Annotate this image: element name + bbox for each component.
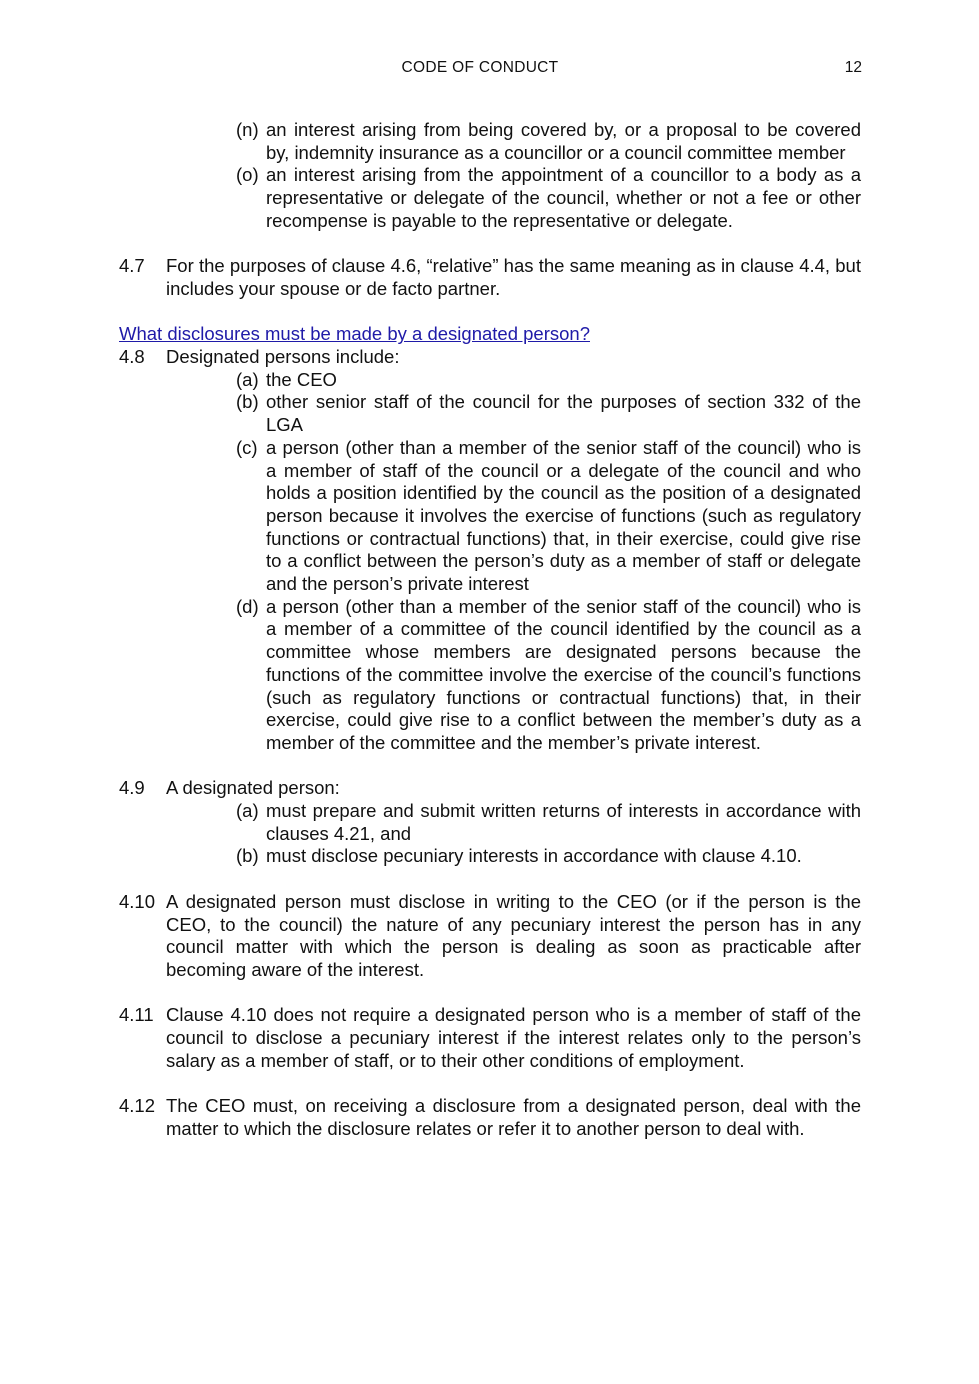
- clause-4-8: 4.8 Designated persons include:: [119, 346, 400, 367]
- clause-4-10: 4.10 A designated person must disclose in writing to the CEO (or if the person is the CEO, to the council) the nature of any pecuniary interest the person has in any council matter with which the person is dealing as soon as practicable after becoming aware of the interest.: [119, 890, 861, 980]
- list-item: (o) an interest arising from the appointment of a councillor to a body as a representative or delegate of the council, whether or not a fee or other recompense is payable to the representative or delegate.: [236, 164, 861, 231]
- list-item: (d) a person (other than a member of the senior staff of the council) who is a member of a committee of the council identified by the council as a committee whose members are designated persons because the functions of the committee involve the exercise of the council’s functions (such as regulatory functions or contractual functions) that, in their exercise, could give rise to a conflict between the member’s duty as a member of the committee and the member’s private interest.: [236, 595, 861, 753]
- list-item: (c) a person (other than a member of the senior staff of the council) who is a member of staff of the council or a delegate of the council and who holds a position identified by the council as the position of a designated person because it involves the exercise of functions (such as regulatory functions or contractual functions) that, in their exercise, could give rise to a conflict between the person’s duty as a member of staff or delegate and the person’s private interest: [236, 436, 861, 595]
- header-title: CODE OF CONDUCT: [401, 59, 559, 76]
- list-item: (b) other senior staff of the council for the purposes of section 332 of the LGA: [236, 391, 861, 436]
- clause-4-9: 4.9 A designated person:: [119, 777, 340, 799]
- clause-4-11: 4.11 Clause 4.10 does not require a designated person who is a member of staff of the council to disclose a pecuniary interest if the interest relates only to the person’s salary as a member of staff, or to their other conditions of employment.: [119, 1004, 861, 1071]
- list-item: (b) must disclose pecuniary interests in accordance with clause 4.10.: [236, 845, 802, 867]
- list-item: (n) an interest arising from being covered by, or a proposal to be covered by, indemnity insurance as a councillor or a council committee member: [236, 119, 861, 163]
- page-number: 12: [844, 59, 862, 76]
- clause-4-7: 4.7 For the purposes of clause 4.6, “relative” has the same meaning as in clause 4.4, but includes your spouse or de facto partner.: [119, 255, 861, 299]
- clause-4-12: 4.12 The CEO must, on receiving a disclosure from a designated person, deal with the matter to which the disclosure relates or refer it to another person to deal with.: [119, 1095, 861, 1139]
- list-item: (a) the CEO: [236, 368, 337, 390]
- list-item: (a) must prepare and submit written returns of interests in accordance with clauses 4.21, and: [236, 800, 861, 844]
- section-heading-link[interactable]: What disclosures must be made by a designated person?: [119, 323, 590, 345]
- document-body: [119, 119, 861, 1141]
